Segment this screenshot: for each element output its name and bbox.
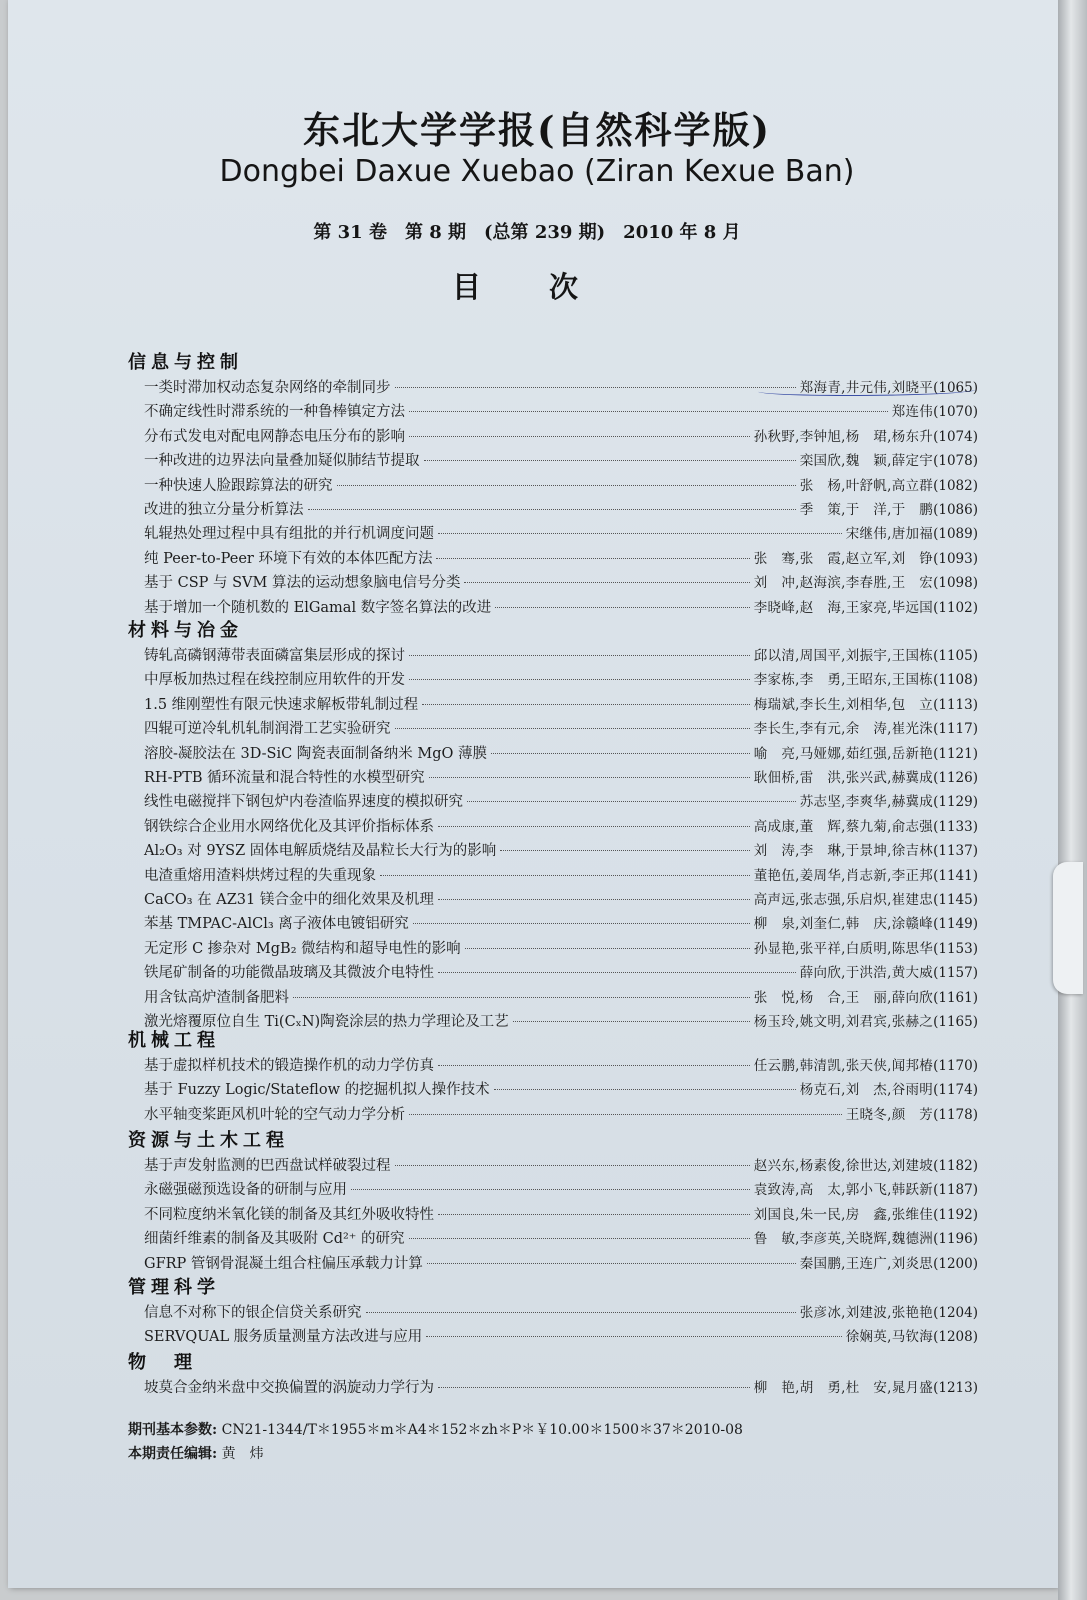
section-heading: 材料与冶金 (128, 620, 243, 641)
article-title: 基于 CSP 与 SVM 算法的运动想象脑电信号分类 (144, 575, 461, 592)
article-authors: 赵兴东,杨素俊,徐世达,刘建坡 (753, 1158, 934, 1174)
article-authors: 郑连伟 (891, 404, 934, 421)
page-number: (1200) (933, 1255, 978, 1272)
article-title: 激光熔覆原位自生 Ti(CₓN)陶瓷涂层的热力学理论及工艺 (144, 1014, 509, 1030)
article-title: 溶胶-凝胶法在 3D-SiC 陶瓷表面制备纳米 MgO 薄膜 (144, 745, 488, 762)
toc-entry[interactable] (144, 1227, 978, 1251)
toc-entry[interactable] (144, 864, 978, 888)
section-heading: 管理科学 (128, 1277, 220, 1298)
toc-entry[interactable] (144, 790, 978, 814)
article-authors: 柳 艳,胡 勇,杜 安,晁月盛 (753, 1380, 934, 1396)
article-authors: 杨玉玲,姚文明,刘君宾,张赫之 (753, 1014, 934, 1030)
page-number: (1170) (933, 1058, 978, 1074)
article-title: 基于 Fuzzy Logic/Stateflow 的挖掘机拟人操作技术 (144, 1082, 490, 1099)
page-number: (1145) (933, 892, 978, 908)
page-number: (1178) (933, 1106, 978, 1123)
page-number: (1187) (933, 1182, 978, 1199)
toc-entry[interactable] (144, 717, 978, 741)
article-authors: 王晓冬,颜 芳 (845, 1106, 934, 1123)
page-number: (1074) (933, 428, 978, 445)
page-number: (1133) (933, 818, 978, 835)
page-number: (1153) (933, 940, 978, 957)
page-number: (1129) (933, 794, 978, 811)
dot-leader (438, 826, 750, 827)
page-number: (1213) (933, 1380, 978, 1396)
toc-entry[interactable] (144, 839, 978, 863)
article-authors: 张彦冰,刘建波,张艳艳 (799, 1305, 934, 1321)
params-label: 期刊基本参数: (128, 1422, 218, 1438)
page-number: (1165) (933, 1014, 978, 1030)
article-authors: 杨克石,刘 杰,谷雨明 (799, 1082, 934, 1099)
dot-leader (429, 777, 750, 778)
dot-leader (494, 1089, 796, 1090)
article-title: 铁尾矿制备的功能微晶玻璃及其微波介电特性 (144, 965, 434, 982)
page-number: (1102) (933, 599, 978, 616)
toc-entry[interactable] (144, 668, 978, 692)
article-title: 不确定线性时滞系统的一种鲁棒镇定方法 (144, 404, 405, 421)
toc-entry[interactable] (144, 1010, 978, 1034)
article-title: 中厚板加热过程在线控制应用软件的开发 (144, 672, 405, 689)
toc-entry[interactable] (144, 1325, 978, 1349)
toc-entry[interactable] (144, 1203, 978, 1227)
dot-leader (464, 582, 749, 583)
toc-entry[interactable] (144, 766, 978, 790)
page-number: (1141) (933, 867, 978, 884)
toc-entry[interactable] (144, 1376, 978, 1400)
article-authors: 张 杨,叶舒帆,高立群 (799, 477, 934, 494)
article-title: 一种快速人脸跟踪算法的研究 (144, 477, 333, 494)
article-title: GFRP 管钢骨混凝土组合柱偏压承载力计算 (144, 1255, 423, 1272)
article-title: CaCO₃ 在 AZ31 镁合金中的细化效果及机理 (144, 892, 434, 908)
article-title: 纯 Peer-to-Peer 环境下有效的本体匹配方法 (144, 550, 433, 567)
article-title: 分布式发电对配电网静态电压分布的影响 (144, 428, 405, 445)
dot-leader (513, 1021, 750, 1022)
section-heading: 信息与控制 (128, 352, 243, 373)
toc-entry[interactable] (144, 1103, 978, 1127)
dot-leader (426, 1336, 841, 1337)
journal-parameters (128, 1419, 743, 1439)
toc-entry[interactable] (144, 522, 978, 546)
dot-leader (500, 850, 749, 851)
toc-entry[interactable] (144, 644, 978, 668)
article-title: 改进的独立分量分析算法 (144, 502, 304, 518)
article-authors: 喻 亮,马娅娜,茹红强,岳新艳 (753, 745, 934, 762)
dot-leader (395, 1165, 750, 1166)
page-number: (1113) (933, 696, 978, 713)
dot-leader (438, 1065, 750, 1066)
page-number: (1098) (933, 575, 978, 592)
article-authors: 李晓峰,赵 海,王家亮,毕远国 (753, 599, 934, 616)
article-authors: 任云鹏,韩清凯,张天侠,闻邦椿 (753, 1058, 934, 1074)
page-number: (1082) (933, 477, 978, 494)
dot-leader (438, 972, 796, 973)
article-title: 一类时滞加权动态复杂网络的牵制同步 (144, 380, 391, 396)
dot-leader (491, 753, 750, 754)
dot-leader (438, 899, 750, 900)
article-authors: 梅瑞斌,李长生,刘相华,包 立 (753, 696, 934, 713)
journal-title-cn: 东北大学学报(自然科学版) (302, 108, 771, 152)
dot-leader (424, 460, 796, 461)
dot-leader (409, 1238, 750, 1239)
page-number: (1192) (933, 1206, 978, 1223)
page-number: (1208) (933, 1329, 978, 1346)
page-number: (1105) (933, 648, 978, 664)
article-authors: 苏志坚,李爽华,赫冀成 (799, 794, 934, 811)
article-title: 1.5 维刚塑性有限元快速求解板带轧制过程 (144, 696, 419, 713)
article-title: 永磁强磁预选设备的研制与应用 (144, 1182, 347, 1199)
toc-entry[interactable] (144, 1054, 978, 1078)
article-title: 铸轧高磷钢薄带表面磷富集层形成的探讨 (144, 648, 405, 664)
article-authors: 高成康,董 辉,蔡九菊,俞志强 (753, 818, 934, 835)
article-authors: 李长生,李有元,余 涛,崔光洙 (753, 721, 934, 738)
article-authors: 孙秋野,李钟旭,杨 珺,杨东升 (753, 428, 934, 445)
params-value: CN21-1344/T＊1955＊m＊A4＊152＊zh＊P＊￥10.00＊1500＊37＊2010-08 (221, 1422, 743, 1438)
section-heading: 物 理 (128, 1352, 197, 1373)
page-number: (1161) (933, 989, 978, 1006)
dot-leader (438, 1214, 750, 1215)
toc-entry[interactable] (144, 596, 978, 620)
page-number: (1089) (933, 526, 978, 543)
binder-tab (1053, 862, 1083, 994)
article-title: 坡莫合金纳米盘中交换偏置的涡旋动力学行为 (144, 1380, 434, 1396)
article-title: 钢铁综合企业用水网络优化及其评价指标体系 (144, 818, 434, 835)
toc-entry[interactable] (144, 449, 978, 473)
page-number: (1086) (933, 502, 978, 518)
article-authors: 柳 泉,刘奎仁,韩 庆,涂赣峰 (753, 916, 934, 933)
toc-entry[interactable] (144, 1078, 978, 1102)
toc-entry[interactable] (144, 961, 978, 985)
page-number: (1117) (933, 721, 978, 738)
page-number: (1070) (933, 404, 978, 421)
dot-leader (409, 679, 750, 680)
article-authors: 刘 涛,李 琳,于景坤,徐吉林 (753, 843, 934, 860)
toc-entry[interactable] (144, 474, 978, 498)
dot-leader (395, 387, 796, 388)
article-authors: 董艳伍,姜周华,肖志新,李正邦 (753, 867, 934, 884)
toc-entry[interactable] (144, 937, 978, 961)
toc-entry[interactable] (144, 1154, 978, 1178)
toc-entry[interactable] (144, 1252, 978, 1276)
article-authors: 郑海青,井元伟,刘晓平 (799, 380, 934, 396)
article-authors: 刘 冲,赵海滨,李春胜,王 宏 (753, 575, 934, 592)
article-title: 信息不对称下的银企信贷关系研究 (144, 1305, 362, 1321)
article-title: 基于声发射监测的巴西盘试样破裂过程 (144, 1158, 391, 1174)
article-title: 基于增加一个随机数的 ElGamal 数字签名算法的改进 (144, 599, 492, 616)
toc-entry[interactable] (144, 1178, 978, 1202)
dot-leader (465, 948, 750, 949)
article-authors: 孙显艳,张平祥,白质明,陈思华 (753, 940, 934, 957)
article-title: 四辊可逆冷轧机轧制润滑工艺实验研究 (144, 721, 391, 738)
dot-leader (409, 1114, 842, 1115)
editor-name: 黄 炜 (221, 1446, 264, 1462)
article-title: 线性电磁搅拌下钢包炉内卷渣临界速度的模拟研究 (144, 794, 463, 811)
dot-leader (409, 436, 750, 437)
page-number: (1157) (933, 965, 978, 982)
article-authors: 高声远,张志强,乐启炽,崔建忠 (753, 892, 934, 908)
binder-spine (1058, 0, 1087, 1600)
dot-leader (438, 1387, 750, 1388)
article-authors: 鲁 敏,李彦英,关晓辉,魏德洲 (753, 1231, 934, 1248)
article-title: SERVQUAL 服务质量测量方法改进与应用 (144, 1329, 423, 1346)
toc-entry[interactable] (144, 986, 978, 1010)
toc-entry[interactable] (144, 400, 978, 424)
dot-leader (495, 607, 750, 608)
article-authors: 李家栋,李 勇,王昭东,王国栋 (753, 672, 934, 689)
dot-leader (409, 655, 750, 656)
article-title: 不同粒度纳米氧化镁的制备及其红外吸收特性 (144, 1206, 434, 1223)
page-number: (1149) (933, 916, 978, 933)
toc-entry[interactable] (144, 1301, 978, 1325)
dot-leader (409, 411, 888, 412)
article-authors: 宋继伟,唐加福 (845, 526, 934, 543)
page-number: (1126) (933, 770, 978, 786)
article-authors: 季 策,于 洋,于 鹏 (799, 502, 934, 518)
dot-leader (413, 923, 750, 924)
article-authors: 刘国良,朱一民,房 鑫,张维佳 (753, 1206, 934, 1223)
journal-toc-page (8, 0, 1058, 1588)
toc-entry[interactable] (144, 888, 978, 912)
article-authors: 耿佃桥,雷 洪,张兴武,赫冀成 (753, 770, 934, 786)
editor-line (128, 1443, 264, 1463)
article-title: Al₂O₃ 对 9YSZ 固体电解质烧结及晶粒长大行为的影响 (144, 843, 497, 860)
article-title: 细菌纤维素的制备及其吸附 Cd²⁺ 的研究 (144, 1231, 405, 1248)
article-title: 用含钛高炉渣制备肥料 (144, 989, 289, 1006)
article-authors: 秦国鹏,王连广,刘炎思 (799, 1255, 934, 1272)
article-title: 水平轴变桨距风机叶轮的空气动力学分析 (144, 1106, 405, 1123)
page-number: (1137) (933, 843, 978, 860)
toc-entry[interactable] (144, 547, 978, 571)
article-title: 电渣重熔用渣料烘烤过程的失重现象 (144, 867, 376, 884)
dot-leader (467, 801, 796, 802)
toc-heading: 目次 (451, 270, 646, 304)
article-authors: 邱以清,周国平,刘振宇,王国栋 (753, 648, 934, 664)
page-number: (1078) (933, 453, 978, 470)
page-number: (1204) (933, 1305, 978, 1321)
article-title: 轧辊热处理过程中具有组批的并行机调度问题 (144, 526, 434, 543)
toc-entry[interactable] (144, 912, 978, 936)
journal-title-en: Dongbei Daxue Xuebao (Ziran Kexue Ban) (219, 154, 855, 189)
dot-leader (427, 1263, 796, 1264)
article-authors: 徐娴英,马钦海 (845, 1329, 934, 1346)
article-title: 苯基 TMPAC-AlCl₃ 离子液体电镀铝研究 (144, 916, 409, 933)
article-authors: 薛向欣,于洪浩,黄大威 (799, 965, 934, 982)
issue-info: 第 31 卷 第 8 期 (总第 239 期) 2010 年 8 月 (313, 222, 741, 243)
section-heading: 机械工程 (128, 1030, 220, 1051)
page-number: (1121) (933, 745, 978, 762)
toc-entry[interactable] (144, 571, 978, 595)
page-number: (1196) (933, 1231, 978, 1248)
page-number: (1065) (933, 380, 978, 396)
dot-leader (422, 704, 750, 705)
page-number: (1174) (933, 1082, 978, 1099)
article-authors: 张 骞,张 霞,赵立军,刘 铮 (753, 550, 934, 567)
article-authors: 袁致涛,高 太,郭小飞,韩跃新 (753, 1182, 934, 1199)
page-number: (1182) (933, 1158, 978, 1174)
toc-entry[interactable] (144, 742, 978, 766)
toc-entry[interactable] (144, 425, 978, 449)
dot-leader (366, 1312, 796, 1313)
article-title: 一种改进的边界法向量叠加疑似肺结节提取 (144, 453, 420, 470)
page-number: (1108) (933, 672, 978, 689)
dot-leader (293, 997, 750, 998)
dot-leader (380, 875, 750, 876)
toc-entry[interactable] (144, 815, 978, 839)
dot-leader (308, 509, 796, 510)
dot-leader (436, 558, 749, 559)
article-title: 基于虚拟样机技术的锻造操作机的动力学仿真 (144, 1058, 434, 1074)
dot-leader (351, 1189, 750, 1190)
toc-entry[interactable] (144, 498, 978, 522)
editor-label: 本期责任编辑: (128, 1446, 218, 1462)
page-number: (1093) (933, 550, 978, 567)
article-title: RH-PTB 循环流量和混合特性的水模型研究 (144, 770, 425, 786)
dot-leader (337, 485, 796, 486)
dot-leader (395, 728, 750, 729)
section-heading: 资源与土木工程 (128, 1130, 289, 1151)
dot-leader (438, 533, 842, 534)
article-title: 无定形 C 掺杂对 MgB₂ 微结构和超导电性的影响 (144, 940, 461, 957)
article-authors: 栾国欣,魏 颖,薛定宇 (799, 453, 934, 470)
article-authors: 张 悦,杨 合,王 丽,薛向欣 (753, 989, 934, 1006)
toc-entry[interactable] (144, 693, 978, 717)
